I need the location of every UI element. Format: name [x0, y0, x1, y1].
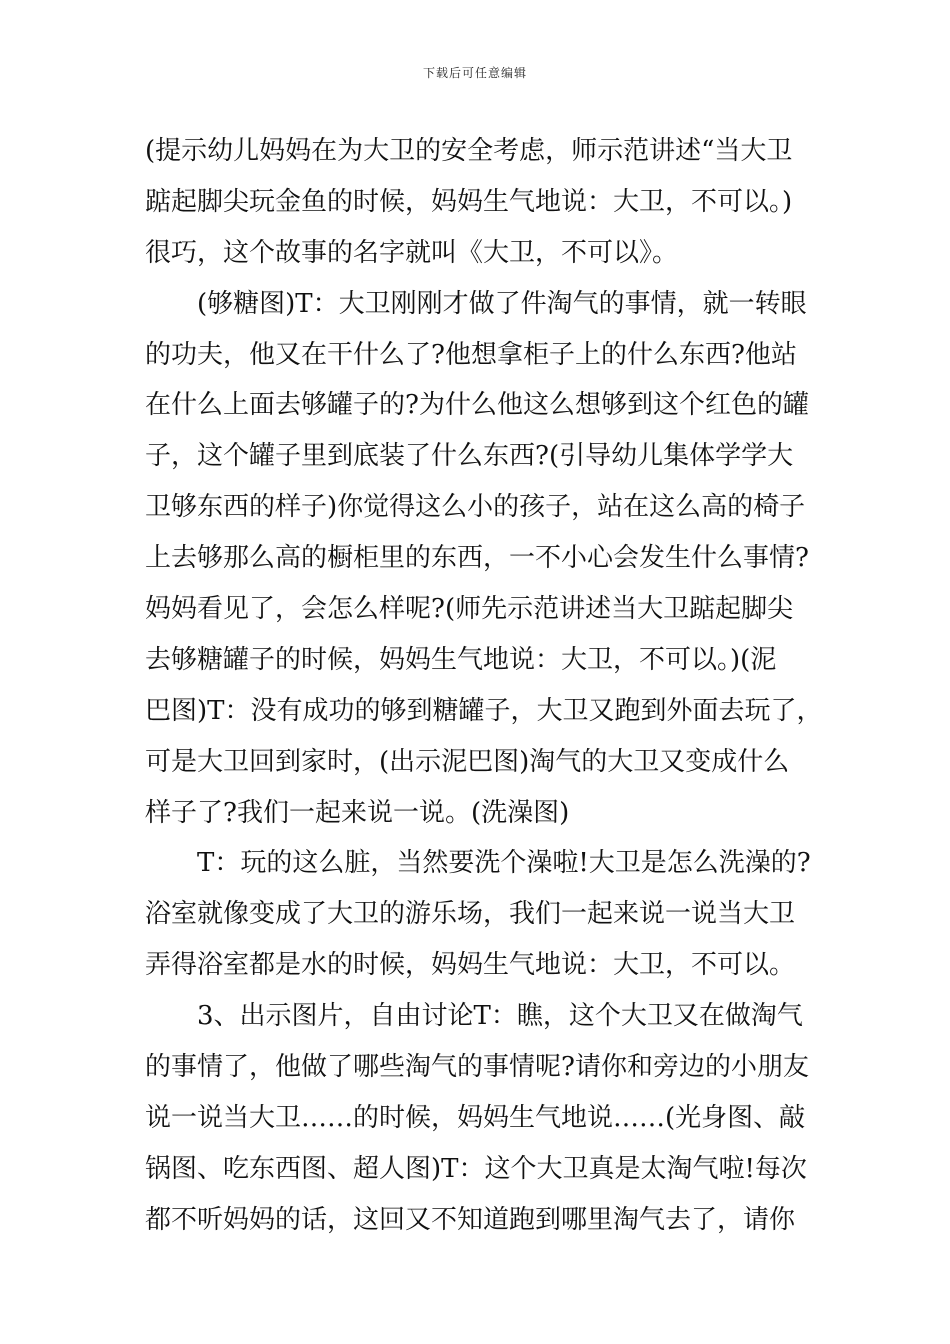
text-line: (提示幼儿妈妈在为大卫的安全考虑，师示范讲述“当大卫 [145, 136, 793, 166]
text-line: 都不听妈妈的话，这回又不知道跑到哪里淘气去了，请你 [145, 1204, 796, 1235]
text-line: 弄得浴室都是水的时候，妈妈生气地说：大卫，不可以。 [145, 950, 796, 981]
text-line: 踮起脚尖玩金鱼的时候，妈妈生气地说：大卫，不可以。) [145, 186, 793, 217]
text-line: 的功夫，他又在干什么了?他想拿柜子上的什么东西?他站 [145, 339, 797, 370]
text-line: 可是大卫回到家时，(出示泥巴图)淘气的大卫又变成什么 [145, 746, 790, 777]
text-line: 子，这个罐子里到底装了什么东西?(引导幼儿集体学学大 [145, 441, 794, 472]
text-line: 卫够东西的样子)你觉得这么小的孩子，站在这么高的椅子 [145, 492, 806, 523]
text-line: 上去够那么高的橱柜里的东西，一不小心会发生什么事情? [145, 543, 809, 574]
text-line: T：玩的这么脏，当然要洗个澡啦!大卫是怎么洗澡的? [145, 848, 811, 879]
text-line: 3、出示图片，自由讨论T：瞧，这个大卫又在做淘气 [145, 1001, 803, 1032]
text-line: 在什么上面去够罐子的?为什么他这么想够到这个红色的罐 [145, 390, 809, 421]
document-body [145, 126, 825, 1246]
text-line: 浴室就像变成了大卫的游乐场，我们一起来说一说当大卫 [145, 899, 796, 930]
text-line: 妈妈看见了，会怎么样呢?(师先示范讲述当大卫踮起脚尖 [145, 594, 794, 625]
text-line: 去够糖罐子的时候，妈妈生气地说：大卫，不可以。)(泥 [145, 644, 777, 675]
text-line: 锅图、吃东西图、超人图)T：这个大卫真是太淘气啦!每次 [145, 1153, 807, 1184]
text-line: 说一说当大卫……的时候，妈妈生气地说……(光身图、敲 [145, 1102, 806, 1133]
text-line: (够糖图)T：大卫刚刚才做了件淘气的事情，就一转眼 [145, 288, 807, 319]
text-line: 样子了?我们一起来说一说。(洗澡图) [145, 797, 570, 828]
page-header: 下载后可任意编辑 [422, 66, 527, 80]
text-line: 很巧，这个故事的名字就叫《大卫，不可以》。 [145, 237, 679, 268]
text-line: 的事情了，他做了哪些淘气的事情呢?请你和旁边的小朋友 [145, 1052, 809, 1083]
text-line: 巴图)T：没有成功的够到糖罐子，大卫又跑到外面去玩了， [145, 695, 823, 726]
